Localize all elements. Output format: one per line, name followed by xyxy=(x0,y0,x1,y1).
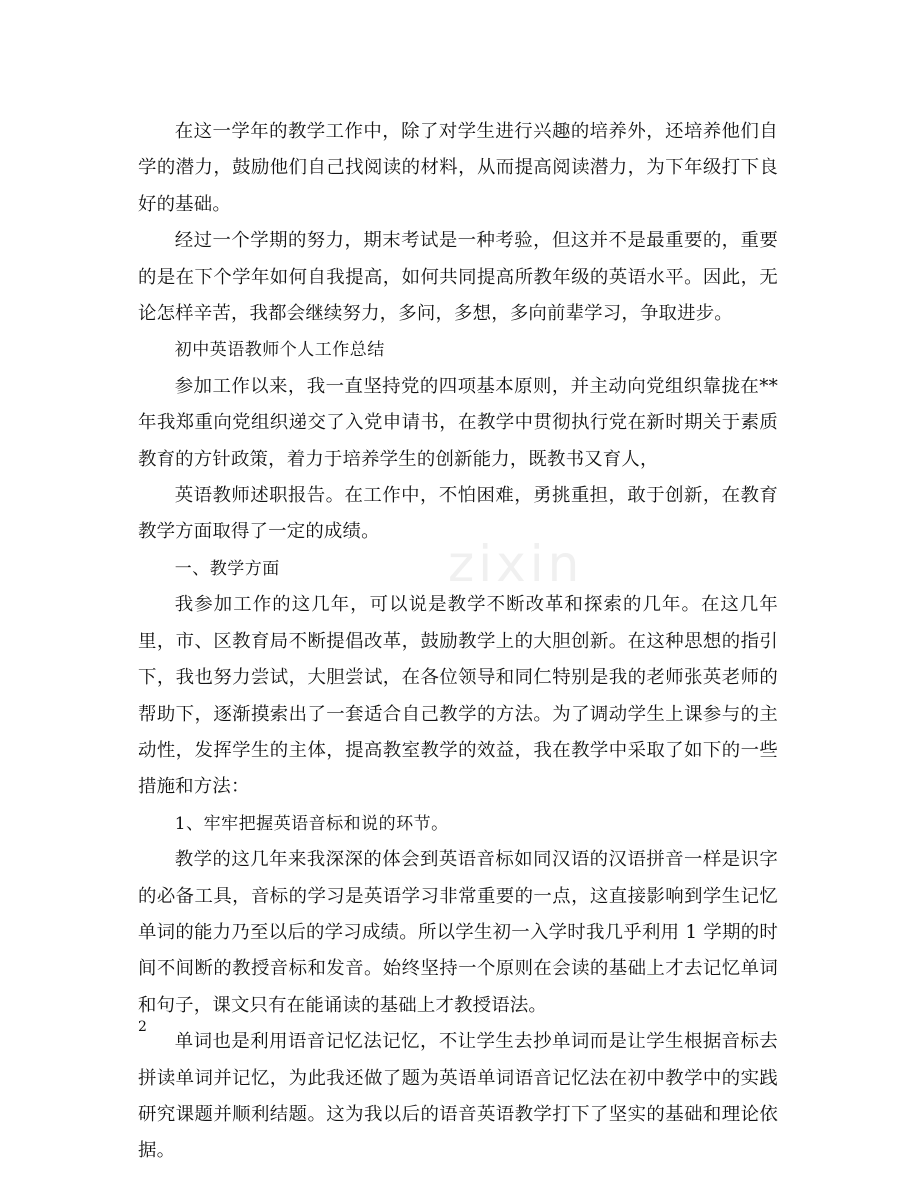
page-number: 2 xyxy=(138,1019,147,1035)
paragraph-2: 经过一个学期的努力，期末考试是一种考验，但这并不是最重要的，重要的是在下个学年如何自我提高，如何共同提高所教年级的英语水平。因此，无论怎样辛苦，我都会继续努力，多问，多想，多向前辈学习，争取进步。 xyxy=(138,230,778,325)
paragraph-6: 教学的这几年来我深深的体会到英语音标如同汉语的汉语拼音一样是识字的必备工具，音标的学习是英语学习非常重要的一点，这直接影响到学生记忆单词的能力乃至以后的学习成绩。所以学生初一入学时我几乎利用 1 学期的时间不间断的教授音标和发音。始终坚持一个原则在会读的基础上才去记忆单词和句子，课文只有在能诵读的基础上才教授语法。 xyxy=(138,849,778,1016)
paragraph-5: 我参加工作的这几年，可以说是教学不断改革和探索的几年。在这几年里，市、区教育局不断提倡改革，鼓励教学上的大胆创新。在这种思想的指引下，我也努力尝试，大胆尝试，在各位领导和同仁特别是我的老师张英老师的帮助下，逐渐摸索出了一套适合自己教学的方法。为了调动学生上课参与的主动性，发挥学生的主体，提高教室教学的效益，我在教学中采取了如下的一些措施和方法： xyxy=(138,594,778,798)
paragraph-7: 单词也是利用语音记忆法记忆，不让学生去抄单词而是让学生根据音标去拼读单词并记忆，为此我还做了题为英语单词语音记忆法在初中教学中的实践研究课题并顺利结题。这为我以后的语音英语教学打下了坚实的基础和理论依据。 xyxy=(138,1031,778,1162)
subheading-teaching: 一、教学方面 xyxy=(174,558,280,579)
watermark-logo: zixin xyxy=(448,535,584,593)
paragraph-1: 在这一学年的教学工作中，除了对学生进行兴趣的培养外，还培养他们自学的潜力，鼓励他们自己找阅读的材料，从而提高阅读潜力，为下年级打下良好的基础。 xyxy=(138,121,778,215)
paragraph-3: 参加工作以来，我一直坚持党的四项基本原则，并主动向党组织靠拢在**年我郑重向党组织递交了入党申请书，在教学中贯彻执行党在新时期关于素质教育的方针政策，着力于培养学生的创新能力，既教书又育人， xyxy=(138,375,778,470)
paragraph-4: 英语教师述职报告。在工作中，不怕困难，勇挑重担，敢于创新，在教育教学方面取得了一定的成绩。 xyxy=(138,485,778,543)
section-title: 初中英语教师个人工作总结 xyxy=(174,340,385,361)
subheading-phonetics: 1、牢牢把握英语音标和说的环节。 xyxy=(174,813,449,834)
document-body xyxy=(138,114,778,1170)
